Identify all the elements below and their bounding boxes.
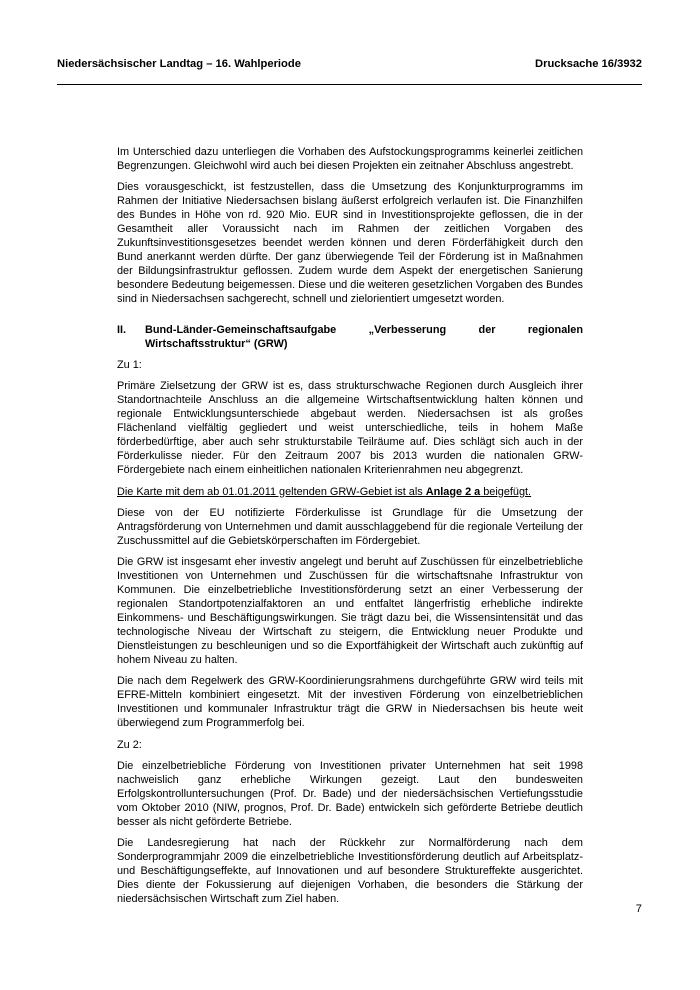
paragraph: Dies vorausgeschickt, ist festzustellen, dass die Umsetzung des Konjunkturprogramms im Rahmen der Initiative Niedersachsen bislang äußerst erfolgreich verlaufen ist. Die Finanzhilfen des Bundes in Höhe von rd. 920 Mio. EUR sind in Investitionsprojekte geflossen, die in der Gesamtheit aller Voraussicht nach im Rahmen der zeitlichen Vorgaben des Zukunftsinvestitionsgesetzes beendet werden können und deren Förderfähigkeit durch den Bund anerkannt werden dürfte. Der ganz überwiegende Teil der Förderung ist in Maßnahmen der Bildungsinfrastruktur geflossen. Zudem wurde dem Aspekt der energetischen Sanierung besondere Bedeutung beigemessen. Diese und die weiteren gesetzlichen Vorgaben des Bundes sind in Niedersachsen sachgerecht, schnell und zielorientiert umgesetzt worden.: [117, 181, 583, 306]
section-number: II.: [117, 323, 127, 336]
paragraph: Im Unterschied dazu unterliegen die Vorhaben des Aufstockungsprogramms keinerlei zeitlichen Begrenzungen. Gleichwohl wird auch bei diesen Projekten ein zeitnaher Abschluss angestrebt.: [117, 146, 583, 172]
annex-text-post: beigefügt.: [480, 485, 532, 498]
annex-text-pre: Die Karte mit dem ab 01.01.2011 geltenden GRW-Gebiet ist als: [117, 485, 426, 498]
paragraph: Die einzelbetriebliche Förderung von Investitionen privater Unternehmen hat seit 1998 nachweislich ganz erhebliche Wirkungen gezeigt. Laut den bundesweiten Erfolgskontrolluntersuchungen (Prof. Dr. Bade) und der niedersächsischen Vertiefungsstudie vom Oktober 2010 (NIW, prognos, Prof. Dr. Bade) entwickeln sich geförderte Betriebe deutlich besser als nicht geförderte Betriebe.: [117, 760, 583, 829]
page-body: [117, 146, 583, 915]
annex-reference: [117, 486, 583, 500]
header-parliament: Niedersächsischer Landtag – 16. Wahlperiode: [57, 58, 301, 70]
page-number: 7: [635, 903, 642, 915]
section-heading: [117, 324, 583, 352]
header-document-number: Drucksache 16/3932: [535, 58, 642, 70]
annex-label: Anlage 2 a: [425, 485, 481, 498]
paragraph: Die Landesregierung hat nach der Rückkehr zur Normalförderung nach dem Sonderprogrammjahr 2009 die einzelbetriebliche Investitionsförderung deutlich auf Arbeitsplatz- und Beschäftigungseffekte, auf Innovationen und auf besondere Struktureffekte ausgerichtet. Dies diente der Fokussierung auf diejenigen Vorhaben, die besonders die Stärkung der niedersächsischen Wirtschaft zum Ziel haben.: [117, 837, 583, 906]
header-rule: [57, 84, 642, 85]
paragraph: Primäre Zielsetzung der GRW ist es, dass strukturschwache Regionen durch Ausgleich ihrer Standortnachteile Anschluss an die allgemeine Wirtschaftsentwicklung halten können und regionale Entwicklungsunterschiede abgebaut werden. Niedersachsen ist als großes Flächenland vielfältig gegliedert und weist unterschiedliche, teils in hohem Maße förderbedürftige, aber auch sehr strukturstabile Teilräume auf. Dies schlägt sich auch in der Förderkulisse nieder. Für den Zeitraum 2007 bis 2013 wurden die nationalen GRW-Fördergebiete nach einem einheitlichen nationalen Kriterienrahmen neu abgegrenzt.: [117, 380, 583, 477]
paragraph: Diese von der EU notifizierte Förderkulisse ist Grundlage für die Umsetzung der Antragsförderung von Unternehmen und damit ausschlaggebend für die regionale Verteilung der Zuschussmittel auf die Gebietskörperschaften im Fördergebiet.: [117, 506, 583, 547]
paragraph: Die nach dem Regelwerk des GRW-Koordinierungsrahmens durchgeführte GRW wird teils mit EFRE-Mitteln kombiniert eingesetzt. Mit der investiven Förderung von einzelbetrieblichen Investitionen und kommunaler Infrastruktur trägt die GRW in Niedersachsen bis heute weit überwiegend zum Programmerfolg bei.: [117, 675, 583, 730]
section-title: Bund-Länder-Gemeinschaftsaufgabe „Verbesserung der regionalen Wirtschaftsstruktur“ (GRW): [145, 323, 583, 350]
paragraph: Die GRW ist insgesamt eher investiv angelegt und beruht auf Zuschüssen für einzelbetriebliche Investitionen von Unternehmen und Zuschüssen für die wirtschaftsnahe Infrastruktur von Kommunen. Die einzelbetriebliche Investitionsförderung setzt an einer Verbesserung der regionalen Standortpotenzialfaktoren an und entfaltet längerfristig erhebliche indirekte Einkommens- und Beschäftigungswirkungen. Sie trägt dazu bei, die Wissensintensität und das technologische Niveau der Wirtschaft zu steigern, die Entwicklung neuer Produkte und Dienstleistungen zu beschleunigen und so die Exportfähigkeit der Wirtschaft auch zukünftig auf hohem Niveau zu halten.: [117, 556, 583, 666]
subsection-label: Zu 1:: [117, 358, 142, 371]
subsection-label: Zu 2:: [117, 738, 142, 751]
